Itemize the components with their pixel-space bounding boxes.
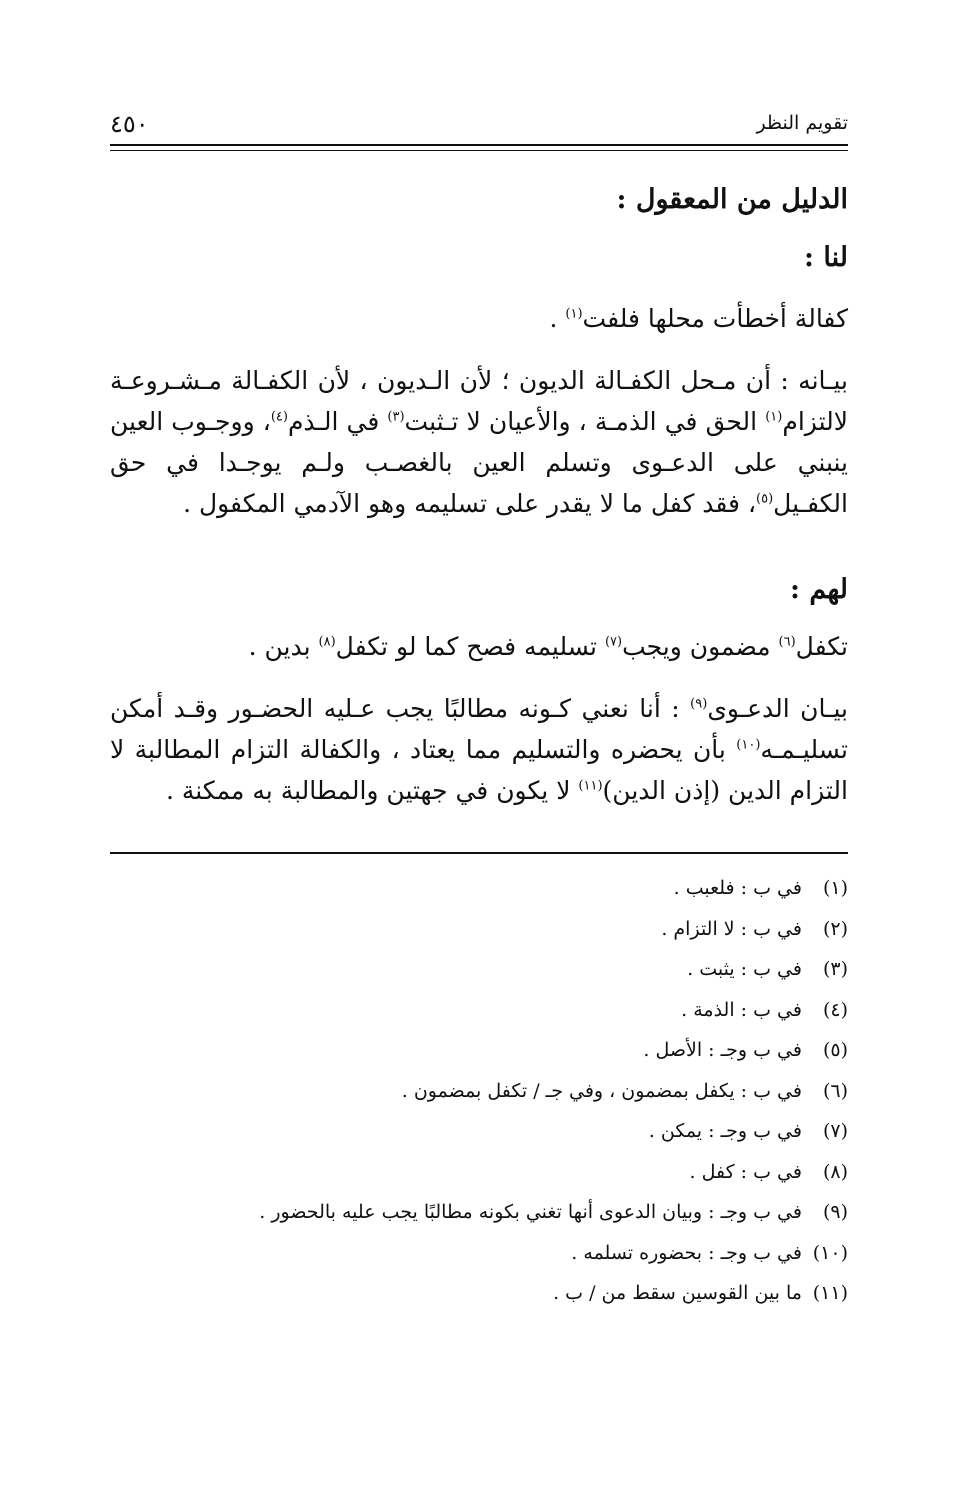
footnote-text: في ب وجـ : يمكن .	[648, 1120, 802, 1142]
footnote-text: في ب : فلعبب .	[673, 877, 802, 899]
footnotes	[110, 868, 848, 1314]
paragraph-text: الحق في الذمـة ، والأعيان لا تـثبت	[404, 407, 758, 436]
footnote-text: ما بين القوسين سقط من / ب .	[553, 1282, 802, 1304]
footnote-text: في ب وجـ : وبيان الدعوى أنها تغني بكونه مطالبًا يجب عليه بالحضور .	[259, 1201, 802, 1223]
footnote-number: (٩)	[822, 1201, 848, 1223]
paragraph-text: كفالة أخطأت محلها فلفت	[582, 304, 848, 333]
paragraph-text: مضمون ويجب	[622, 632, 779, 661]
footnote-item	[110, 909, 848, 950]
header-rule-thin	[110, 150, 848, 151]
footnote-number: (٥)	[822, 1039, 848, 1061]
footnote-item	[110, 1071, 848, 1112]
footnote-item	[110, 868, 848, 909]
footnote-item	[110, 990, 848, 1031]
subheading-lahum: لهم :	[789, 574, 848, 605]
paragraph-text: .	[549, 304, 566, 333]
footnote-ref[interactable]: (٧)	[604, 634, 623, 650]
paragraph-text: في الـذم	[287, 407, 380, 436]
running-title: تقويم النظر	[756, 112, 848, 134]
footnote-item	[110, 949, 848, 990]
footnote-item	[110, 1111, 848, 1152]
footnote-ref[interactable]: (١)	[765, 409, 783, 425]
footnote-ref[interactable]: (٨)	[318, 634, 336, 650]
footnote-number: (٨)	[822, 1160, 848, 1183]
footnote-ref[interactable]: (١)	[565, 306, 583, 322]
footnote-item	[110, 1030, 848, 1071]
paragraph-claim	[110, 298, 848, 339]
footnote-text: في ب وجـ : بحضوره تسلمه .	[571, 1241, 802, 1264]
footnote-number: (١)	[822, 877, 848, 899]
paragraph-text: : أنا نعني كـونه مطالبًا يجب عـليه الحضـور وقـد أمكن تسليـمـه	[110, 694, 848, 764]
paragraph-claim-explanation	[110, 688, 848, 811]
paragraph-counterclaim	[110, 626, 848, 667]
footnote-number: (٣)	[822, 958, 848, 980]
footnote-text: في ب : يكفل بمضمون ، وفي جـ / تكفل بمضمون .	[401, 1079, 802, 1102]
page-header	[110, 110, 848, 140]
footnote-text: في ب : لا التزام .	[661, 917, 802, 940]
footnote-text: في ب : يثبت .	[687, 958, 802, 980]
paragraph-explanation	[110, 360, 848, 524]
footnote-ref[interactable]: (٣)	[387, 409, 405, 425]
footnote-ref[interactable]: (٥)	[756, 491, 774, 507]
footnote-number: (١١)	[812, 1282, 848, 1304]
footnote-text: في ب : كفل .	[689, 1160, 802, 1183]
footnote-item	[110, 1192, 848, 1233]
footnote-number: (١٠)	[812, 1241, 848, 1264]
footnote-ref[interactable]: (١١)	[578, 778, 603, 794]
footnote-text: في ب : الذمة .	[681, 998, 802, 1021]
footnote-ref[interactable]: (٩)	[690, 696, 708, 712]
paragraph-text: تكفل	[795, 632, 848, 661]
paragraph-text: بأن يحضره والتسليم مما يعتاد ، والكفالة التزام المطالبة لا التزام الدين (إذن الدين)	[110, 735, 848, 805]
footnote-ref[interactable]: (١٠)	[736, 737, 761, 753]
footnote-item	[110, 1152, 848, 1193]
section-heading: الدليل من المعقول :	[616, 184, 848, 215]
header-rule	[110, 144, 848, 146]
footnote-ref[interactable]: (٦)	[778, 634, 796, 650]
footnote-item	[110, 1233, 848, 1274]
footnote-item	[110, 1273, 848, 1314]
footnote-text: في ب وجـ : الأصل .	[643, 1039, 802, 1061]
footnote-number: (٤)	[822, 998, 848, 1021]
paragraph-text: تسليمه فصح كما لو تكفل	[335, 632, 605, 661]
subheading-lana: لنا :	[804, 242, 848, 273]
footnote-number: (٢)	[822, 917, 848, 940]
page-number: ٤٥٠	[110, 110, 149, 138]
footnote-ref[interactable]: (٤)	[270, 409, 288, 425]
paragraph-text: بيـانه : أن مـحل الكفـالة الديون ؛ لأن الـديون ، لأن الكفـالة مـشـروعـة لالتزام	[110, 366, 848, 436]
footnote-separator	[110, 852, 848, 854]
footnote-number: (٧)	[822, 1120, 848, 1142]
paragraph-text: بدين .	[248, 632, 319, 661]
paragraph-text: ، ووجـوب العين ينبني على الدعـوى وتسلم العين بالغصـب ولـم يوجـدا في حق الكفـيل	[110, 407, 848, 518]
footnote-number: (٦)	[822, 1079, 848, 1102]
paragraph-text: لا يكون في جهتين والمطالبة به ممكنة .	[165, 776, 579, 805]
paragraph-text: ، فقد كفل ما لا يقدر على تسليمه وهو الآدمي المكفول .	[183, 489, 757, 518]
paragraph-text: بيـان الدعـوى	[707, 694, 848, 723]
